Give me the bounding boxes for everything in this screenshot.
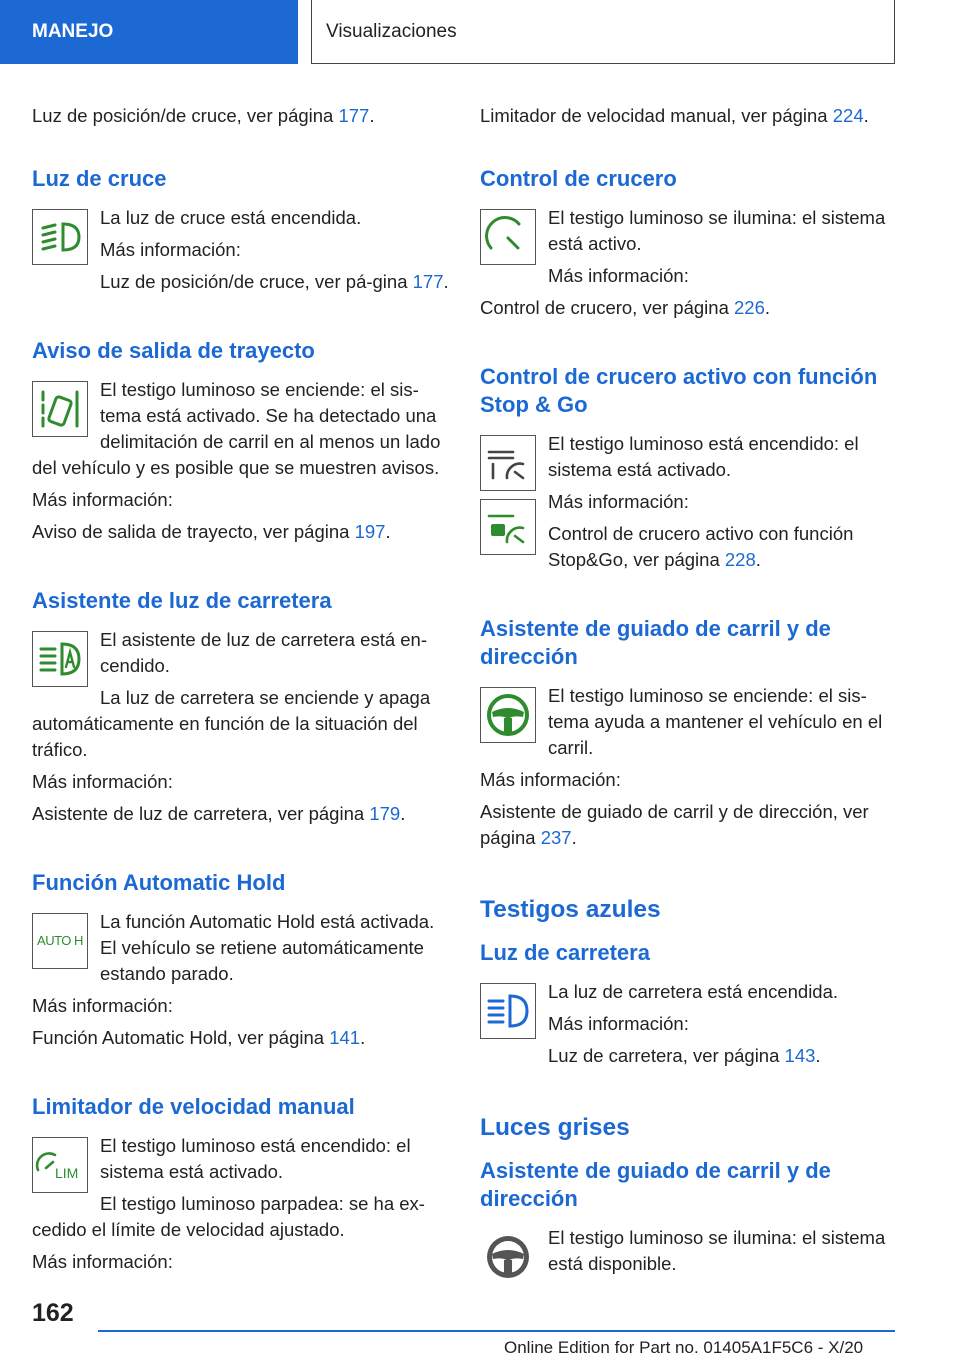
page-link[interactable]: 177 bbox=[338, 105, 370, 126]
speed-limiter-icon bbox=[32, 1137, 88, 1193]
page-link[interactable]: 179 bbox=[369, 803, 401, 824]
steering-wheel-grey-icon bbox=[480, 1229, 536, 1285]
entry-asistente-luz bbox=[32, 627, 450, 833]
cruise-control-icon bbox=[480, 209, 536, 265]
footer-edition: Online Edition for Part no. 01405A1F5C6 - X/20 bbox=[504, 1338, 864, 1357]
high-beam-assist-icon bbox=[32, 631, 88, 687]
heading-luz-de-carretera: Luz de carretera bbox=[480, 940, 650, 965]
text: La función Automatic Hold está activada. El vehículo se retiene automáticamente estando parado. bbox=[100, 911, 435, 984]
heading-crucero-activo: Control de crucero activo con función Stop & Go bbox=[480, 364, 878, 417]
heading-limitador: Limitador de velocidad manual bbox=[32, 1094, 355, 1119]
section-tab: MANEJO bbox=[0, 0, 298, 64]
page-link[interactable]: 197 bbox=[354, 521, 386, 542]
text: La luz de carretera se enciende y apaga automáticamente en función de la situación del tráfico. bbox=[32, 687, 431, 760]
entry-control-crucero bbox=[480, 205, 898, 327]
text: El testigo luminoso se ilumina: el sistema está activo. bbox=[548, 207, 886, 254]
right-column bbox=[480, 103, 898, 1291]
heading-luz-de-cruce: Luz de cruce bbox=[32, 166, 167, 191]
low-beam-icon bbox=[32, 209, 88, 265]
ref: Función Automatic Hold, ver página 141. bbox=[32, 1027, 366, 1048]
text: El testigo luminoso está encendido: el sistema está activado. bbox=[100, 1135, 411, 1182]
page-link[interactable]: 226 bbox=[734, 297, 765, 318]
page-link[interactable]: 143 bbox=[784, 1045, 816, 1066]
active-cruise-stopgo-icon bbox=[480, 499, 536, 555]
heading-asistente-luz: Asistente de luz de carretera bbox=[32, 588, 332, 613]
more-info: Más información: bbox=[548, 1013, 689, 1034]
left-column bbox=[32, 103, 450, 1281]
heading-guiado-carril: Asistente de guiado de carril y de dirección bbox=[480, 616, 831, 669]
intro-ref: Luz de posición/de cruce, ver página 177. bbox=[32, 105, 375, 126]
heading-auto-hold: Función Automatic Hold bbox=[32, 870, 286, 895]
text: La luz de carretera está encendida. bbox=[548, 981, 839, 1002]
text: El asistente de luz de carretera está en-cendido. bbox=[100, 629, 428, 676]
ref: Control de crucero, ver página 226. bbox=[480, 297, 771, 318]
heading-testigos-azules: Testigos azules bbox=[480, 896, 661, 923]
more-info: Más información: bbox=[32, 995, 173, 1016]
page-link[interactable]: 224 bbox=[832, 105, 864, 126]
high-beam-icon bbox=[480, 983, 536, 1039]
ref: Asistente de guiado de carril y de dirección, ver página 237. bbox=[480, 801, 869, 848]
entry-auto-hold bbox=[32, 909, 450, 1057]
ref: Control de crucero activo con función Stop&Go, ver página 228. bbox=[548, 523, 854, 570]
entry-guiado-carril-gris bbox=[480, 1225, 898, 1291]
more-info: Más información: bbox=[548, 265, 689, 286]
heading-guiado-carril-gris: Asistente de guiado de carril y de dirección bbox=[480, 1158, 831, 1211]
page-link[interactable]: 237 bbox=[540, 827, 572, 848]
page-number: 162 bbox=[32, 1299, 74, 1327]
speed-limiter-icon-label: LIM bbox=[55, 1165, 79, 1181]
heading-control-crucero: Control de crucero bbox=[480, 166, 677, 191]
page-link[interactable]: 228 bbox=[724, 549, 756, 570]
page-link[interactable]: 177 bbox=[412, 271, 444, 292]
entry-crucero-activo bbox=[480, 431, 898, 579]
more-info: Más información: bbox=[32, 771, 173, 792]
more-info: Más información: bbox=[32, 489, 173, 510]
footer-divider bbox=[98, 1330, 895, 1332]
text: El testigo luminoso se ilumina: el sistema está disponible. bbox=[548, 1227, 886, 1274]
entry-luz-de-carretera bbox=[480, 979, 898, 1075]
steering-wheel-green-icon bbox=[480, 687, 536, 743]
text: El testigo luminoso se enciende: el sis-tema ayuda a mantener el vehículo en el carril. bbox=[548, 685, 883, 758]
heading-aviso-salida: Aviso de salida de trayecto bbox=[32, 338, 315, 363]
auto-hold-icon-label: AUTO H bbox=[37, 933, 83, 948]
more-info: Más información: bbox=[32, 1251, 173, 1272]
ref: Luz de posición/de cruce, ver pá-gina 177. bbox=[100, 271, 449, 292]
intro-ref: Limitador de velocidad manual, ver página 224. bbox=[480, 105, 869, 126]
entry-guiado-carril bbox=[480, 683, 898, 857]
text: El testigo luminoso parpadea: se ha ex-cedido el límite de velocidad ajustado. bbox=[32, 1193, 425, 1240]
heading-luces-grises: Luces grises bbox=[480, 1114, 630, 1141]
entry-aviso-salida bbox=[32, 377, 450, 551]
more-info: Más información: bbox=[548, 491, 689, 512]
more-info: Más información: bbox=[100, 239, 241, 260]
ref: Aviso de salida de trayecto, ver página 197. bbox=[32, 521, 391, 542]
ref: Asistente de luz de carretera, ver página 179. bbox=[32, 803, 406, 824]
auto-hold-icon bbox=[32, 913, 88, 969]
entry-luz-de-cruce bbox=[32, 205, 450, 301]
more-info: Más información: bbox=[480, 769, 621, 790]
page-header-title: Visualizaciones bbox=[311, 0, 895, 64]
ref: Luz de carretera, ver página 143. bbox=[548, 1045, 821, 1066]
page-link[interactable]: 141 bbox=[329, 1027, 361, 1048]
lane-departure-icon bbox=[32, 381, 88, 437]
text: El testigo luminoso está encendido: el sistema está activado. bbox=[548, 433, 859, 480]
text: El testigo luminoso se enciende: el sis-tema está activado. Se ha detectado una delimitación de carril en al menos un lado del vehículo y es posible que se muestren avisos. bbox=[32, 379, 441, 478]
active-cruise-icon bbox=[480, 435, 536, 491]
entry-limitador bbox=[32, 1133, 450, 1281]
text: La luz de cruce está encendida. bbox=[100, 207, 362, 228]
